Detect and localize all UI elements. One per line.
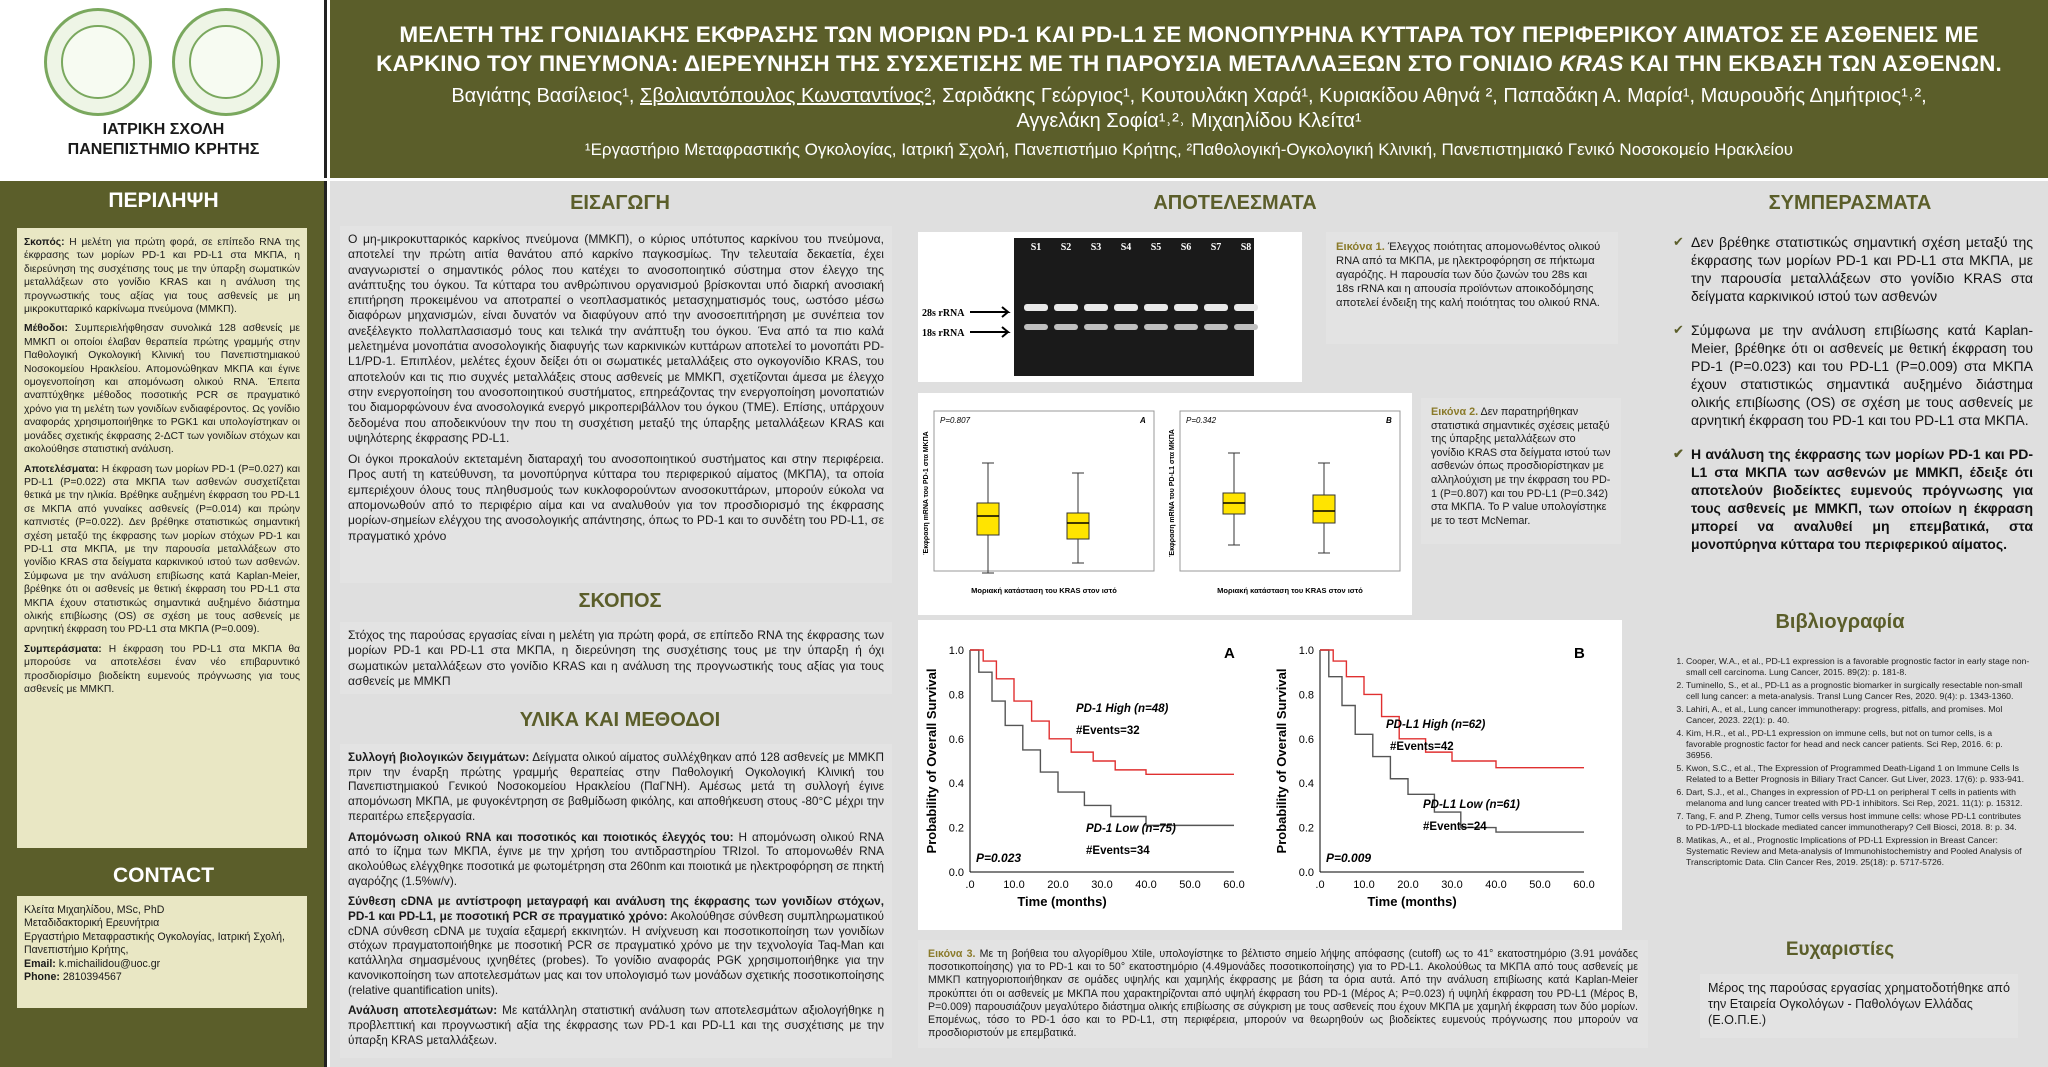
methods-paragraph: Συλλογή βιολογικών δειγμάτων: Δείγματα ολικού αίματος συλλέχθηκαν από 128 ασθενείς με ΜΜΚΠ πριν την έναρξη πρώτης γραμμής θεραπείας στην Παθολογική Ογκολογική Κλινική του Πανεπιστημιακού Γενικού Νοσοκομείου Ηρακλείου (ΠαΓΝΗ). Αμέσως μετά τη συλλογή έγινε απομόνωση ΜΚΠΑ, με φυγοκέντρηση σε βαθμίδωση φικόλης, και αποθήκευση στους -80°C μέχρι την περαιτέρω επεξεργασία. [348,750,884,823]
gel-image [918,232,1302,382]
conclusion-item: ✔ Σύμφωνα με την ανάλυση επιβίωσης κατά Kaplan-Meier, βρέθηκε ότι οι ασθενείς με θετική έκφραση του PD-1 (P=0.023) και του PD-L1 (P=0.009) στα ΜΚΠΑ έχουν στατιστικώς σημαντικά αυξημένο διάστημα ολικής επιβίωσης (OS) σε σχέση με τους ασθενείς με αρνητική έκφραση του PD-1 και του PD-L1 στα ΜΚΠΑ. [1673,321,2033,429]
km-x-tick: 60.0 [1223,879,1245,891]
figure-2-boxplots [918,393,1412,615]
km-x-tick: 40.0 [1135,879,1157,891]
band-28s [1144,304,1168,311]
poster-title: ΜΕΛΕΤΗ ΤΗΣ ΓΟΝΙΔΙΑΚΗΣ ΕΚΦΡΑΣΗΣ ΤΩΝ ΜΟΡΙΩΝ PD-1 ΚΑΙ PD-L1 ΣΕ ΜΟΝΟΠΥΡΗΝΑ ΚΥΤΤΑΡΑ ΤΟΥ ΠΕΡΙΦΕΡΙΚΟΥ ΑΙΜΑΤΟΣ ΣΕ ΑΣΘΕΝΕΙΣ ΜΕ ΚΑΡΚΙΝΟ ΤΟΥ ΠΝΕΥΜΟΝΑ: ΔΙΕΡΕΥΝΗΣΗ ΤΗΣ ΣΥΣΧΕΤΙΣΗΣ ΜΕ ΤΗ ΠΑΡΟΥΣΙΑ ΜΕΤΑΛΛΑΞΕΩΝ ΣΤΟ ΓΟΝΙΔΙΟ KRAS ΚΑΙ ΤΗΝ ΕΚΒΑΣΗ ΤΩΝ ΑΣΘΕΝΩΝ. [376,22,2002,76]
km-ylabel: Probability of Overall Survival [1274,668,1289,854]
boxplot-ylabel: Έκφραση mRNA του PD-L1 στα ΜΚΠΑ [1169,429,1176,557]
km-x-tick: 30.0 [1091,879,1113,891]
km-panel-id: A [1224,645,1235,662]
km-low-label: PD-1 Low (n=75) [1086,823,1176,835]
boxplot-p-value: P=0.342 [1186,416,1217,425]
km-panel-id: B [1574,645,1585,662]
boxplot-chart [918,393,1412,615]
km-y-tick: 0.2 [948,822,964,835]
figure-2-caption: Εικόνα 2. Δεν παρατηρήθηκαν στατιστικά σημαντικές σχέσεις μεταξύ της ύπαρξης μεταλλάξεων στο γονίδιο KRAS στα δείγματα ιστού των ασθενών όπως προσδιορίστηκαν με αλληλούχιση με την έκφραση του PD-1 (P=0.807) και του PD-L1 (P=0.342) στα ΜΚΠΑ. Το P value υπολογίστηκε με το τεστ McNemar. [1421,398,1621,544]
km-x-tick: 20.0 [1047,879,1069,891]
km-p-value: P=0.023 [976,851,1022,865]
intro-heading: ΕΙΣΑΓΩΓΗ [570,192,670,214]
aim-heading: ΣΚΟΠΟΣ [578,590,662,612]
thanks-heading: Ευχαριστίες [1785,939,1895,960]
lane-label: S3 [1090,242,1102,253]
school-line-2: ΠΑΝΕΠΙΣΤΗΜΙΟ ΚΡΗΤΗΣ [67,141,260,158]
contact-box [17,896,307,1008]
band-18s [1234,324,1258,330]
arrow-icon [970,307,1008,317]
abstract-paragraph: Σκοπός: Η μελέτη για πρώτη φορά, σε επίπεδο RNA της έκφρασης των μορίων PD-1 και PD-L1 στα ΜΚΠΑ, η διερεύνηση της συσχέτισης τους με την ύπαρξη σωματικών μεταλλάξεων στο γονίδιο KRAS και η ανάλυση της προγνωστικής τους αξίας για τους ασθενείς με μη μικροκυτταρικό καρκίνωμα πνεύμονα (ΜΜΚΠ). [24,237,300,316]
medical-school-seal-logo [172,8,280,116]
km-x-tick: 30.0 [1441,879,1463,891]
presenting-author: Σβολιαντόπουλος Κωνσταντίνος² [640,85,931,107]
lane-label: S6 [1180,242,1192,253]
lane-label: S2 [1060,242,1072,253]
title-kras: KRAS [1559,51,1624,76]
methods-paragraph: Σύνθεση cDNA με αντίστροφη μεταγραφή και ανάλυση της έκφρασης των γονιδίων στόχων, PD-1 και PD-L1, με ποσοτική PCR σε πραγματικό χρόνο: Ακολούθησε σύνθεση συμπληρωματικού cDNA σύνθεση cDNA με τυχαία εξαμερή εκκινητών. Η ανίχνευση και ποσοτικοποίηση των γονιδίων στόχων πραγματοποιήθηκε με ποσοτική PCR σε πραγματικό χρόνο με την τεχνολογία Taq-Man και κατάλληλα σημασμένους ιχνηθέτες (probes). Το γονίδιο αναφοράς PGK χρησιμοποιήθηκε για την κανονικοποίηση των αποτελεσμάτων μας και τον υπολογισμό των μονάδων σχετικής ποσοτικοποίησης (relative quantification units). [348,894,884,997]
band-18s [1114,324,1138,330]
band-28s [1234,304,1258,311]
intro-paragraph-1: Ο μη-μικροκυτταρικός καρκίνος πνεύμονα (ΜΜΚΠ), ο κύριος υπότυπος καρκίνου του πνεύμονα, αποτελεί την πρώτη αιτία θανάτου από καρκίνο παγκοσμίως. Την τελευταία δεκαετία, έχει αναγνωριστεί ο σημαντικός ρόλος που κατέχει το ανοσοποιητικό σύστημα στον έλεγχο της ανάπτυξης του όγκου. Τα κύτταρα του ανθρώπινου οργανισμού βρίσκονται υπό διαρκή ανοσιακή επιτήρηση προκειμένου να αποτραπεί ο νεοπλασματικός μετασχηματισμός τους, ωστόσο μέσω διαφόρων μηχανισμών, είναι δυνατόν να διαφύγουν από την ανοσοεπιτήρηση με συνέπεια τον ανεξέλεγκτο πολλαπλασιασμό τους και τελικά την ανάπτυξη του όγκου. Ένα από τα πιο καλά μελετημένα μονοπάτια ανοσολογικής διαφυγής των καρκινικών κυττάρων αποτελεί το μονοπάτι PD-L1/PD-1. Επιπλέον, μελέτες έχουν δείξει ότι οι σωματικές μεταλλάξεις στο ογκογονίδιο KRAS, του αποτελούν και τις πιο συχνές μεταλλάξεις στους ασθενείς με ΜΜΚΠ, σχετίζονται άμεσα με έλεγχο στην ενεργοποίηση του ανοσοποιητικού συστήματος, επηρεάζοντας την ενεργοποίηση μονοπατιών του διαμορφώνουν ένα ανοσολογικά ενεργό μικροπεριβάλλον του όγκου (TME). Επίσης, υπάρχουν δεδομένα που αποδεικνύουν την που τη συσχέτιση μεταξύ της ύπαρξης μεταλλάξεων KRAS και υψηλότερης έκφρασης PD-L1. [348,232,884,445]
lane-label: S1 [1030,242,1042,253]
boxplot-box [977,503,999,535]
boxplot-ylabel: Έκφραση mRNA του PD-1 στα ΜΚΠΑ [923,431,930,555]
km-ylabel: Probability of Overall Survival [924,668,939,854]
intro-box [340,226,892,583]
abstract-heading: ΠΕΡΙΛΗΨΗ [108,189,219,212]
contact-heading: CONTACT [112,864,215,887]
lane-label: S8 [1240,242,1252,253]
km-x-tick: .0 [965,879,975,891]
methods-heading: ΥΛΙΚΑ ΚΑΙ ΜΕΘΟΔΟΙ [519,709,721,731]
km-high-events: #Events=42 [1390,741,1454,753]
km-low-events: #Events=24 [1423,821,1487,833]
thanks-box: Μέρος της παρούσας εργασίας χρηματοδοτήθηκε από την Εταιρεία Ογκολόγων - Παθολόγων Ελλάδας (Ε.Ο.Π.Ε.) [1700,974,2018,1038]
reference-item: 2. Tuminello, S., et al., PD-L1 as a prognostic biomarker in surgically resectable non-small cell lung cancer: a meta-analysis. Transl Lung Cancer Res, 2020. 9(4): p. 1343-1360. [1686,680,2030,702]
conclusion-item: ✔ Δεν βρέθηκε στατιστικώς σημαντική σχέση μεταξύ της έκφρασης των μορίων PD-1 και PD-L1 στα ΜΚΠΑ, με την παρουσία μεταλλάξεων στο γονίδιο KRAS στα δείγματα καρκινικού ιστού των ασθενών [1673,233,2033,305]
reference-item: 3. Lahiri, A., et al., Lung cancer immunotherapy: progress, pitfalls, and promises. Mol Cancer, 2023. 22(1): p. 40. [1686,704,2030,726]
band-28s [1084,304,1108,311]
aim-box: Στόχος της παρούσας εργασίας είναι η μελέτη για πρώτη φορά, σε επίπεδο RNA της έκφρασης των μορίων PD-1 και PD-L1 στα ΜΚΠΑ, η διερεύνηση της συσχέτισης τους με την ύπαρξη ή όχι σωματικών μεταλλάξεων στο γονίδιο KRAS και η ανάλυση της προγνωστικής τους αξίας για τους ασθενείς με ΜΜΚΠ [340,622,892,694]
school-name [0,120,327,160]
reference-item: 8. Matikas, A., et al., Prognostic Implications of PD-L1 Expression in Breast Cancer: Systematic Review and Meta-analysis of Immunohistochemistry and Pooled Analysis of Transcriptomic Data. Clin Cancer Res, 2019. 25(18): p. 5717-5726. [1686,835,2030,868]
boxplot-frame [1180,411,1400,571]
km-y-tick: 0.8 [1298,689,1314,702]
methods-paragraph: Απομόνωση ολικού RNA και ποσοτικός και ποιοτικός έλεγχός του: Η απομόνωση ολικού RNA από το ίζημα των ΜΚΠΑ, έγινε με την χρήση του αντιδραστηρίου TRIzol. Το απομονωθέν RNA ακολούθως ελέγχθηκε ποσοτικά με φωτομέτρηση στα 260nm και ποιοτικά με ηλεκτροφόρηση σε πηκτή αγαρόζης (1.5%w/v). [348,829,884,888]
km-y-tick: 0.2 [1298,822,1314,835]
band-28s [1204,304,1228,311]
band-28s [1114,304,1138,311]
km-xlabel: Time (months) [1367,894,1457,909]
reference-item: 7. Tang, F. and P. Zheng, Tumor cells versus host immune cells: whose PD-L1 contributes to PD-1/PD-L1 blockade mediated cancer immunotherapy? Cell Biosci, 2018. 8: p. 34. [1686,811,2030,833]
boxplot-xlabel: Μοριακή κατάσταση του KRAS στον ιστό [971,586,1117,595]
reference-item: 6. Dart, S.J., et al., Changes in expression of PD-L1 on peripheral T cells in patients with melanoma and lung cancer treated with PD-1 inhibitors. Sci Rep, 2021. 11(1): p. 15312. [1686,787,2030,809]
contact-lab: Εργαστήριο Μεταφραστικής Ογκολογίας, Ιατρική Σχολή, Πανεπιστήμιο Κρήτης, [24,930,285,957]
band-18s [1174,324,1198,330]
km-high-label: PD-L1 High (n=62) [1386,719,1486,731]
km-low-events: #Events=34 [1086,845,1150,857]
methods-box [340,744,892,1058]
poster-header [330,0,2048,178]
figure-1-gel [918,232,1302,382]
band-18s [1204,324,1228,330]
band-18s [1144,324,1168,330]
band-28s [1024,304,1048,311]
km-xlabel: Time (months) [1017,894,1107,909]
boxplot-box [1313,495,1335,523]
km-x-tick: .0 [1315,879,1325,891]
km-low-label: PD-L1 Low (n=61) [1423,799,1520,811]
band-18s-label: 18s rRNA [922,328,965,339]
results-heading: ΑΠΟΤΕΛΕΣΜΑΤΑ [1153,192,1317,214]
boxplot-frame [934,411,1154,571]
km-y-tick: 0.6 [1298,733,1314,746]
author-list: Βαγιάτης Βασίλειος¹, Σβολιαντόπουλος Κωνσταντίνος², Σαριδάκης Γεώργιος¹, Κουτουλάκη Χαρά¹, Κυριακίδου Αθηνά ², Παπαδάκη Α. Μαρία¹, Μαυρουδής Δημήτριος¹˒², Αγγελάκη Σοφία¹˒²˒ Μιχαηλίδου Κλεíτα¹ [451,85,1927,132]
km-high-label: PD-1 High (n=48) [1076,703,1169,715]
km-x-tick: 60.0 [1573,879,1595,891]
km-chart [918,620,1622,930]
school-line-1: ΙΑΤΡΙΚΗ ΣΧΟΛΗ [102,121,225,138]
lane-label: S5 [1150,242,1162,253]
band-18s [1024,324,1048,330]
km-x-tick: 10.0 [1353,879,1375,891]
boxplot-panel-id: B [1386,416,1392,425]
contact-email[interactable]: Email: k.michailidou@uoc.gr [24,957,161,970]
figure-3-survival [918,620,1622,930]
boxplot-box [1067,513,1089,539]
lane-label: S7 [1210,242,1222,253]
km-x-tick: 50.0 [1179,879,1201,891]
km-x-tick: 10.0 [1003,879,1025,891]
references-list [1672,656,2030,870]
km-x-tick: 40.0 [1485,879,1507,891]
abstract-paragraph: Μέθοδοι: Συμπεριελήφθησαν συνολικά 128 ασθενείς με ΜΜΚΠ οι οποίοι έλαβαν θεραπεία πρώτης γραμμής στην Παθολογική Ογκολογική Κλινική του Πανεπιστημιακού Νοσοκομείου Ηρακλείου. Απομονώθηκαν ΜΚΠΑ και έγινε ομογενοποίηση και απομόνωση ολικού RNA. Έπειτα αναπτύχθηκε μέθοδος ποσοτικής PCR σε πραγματικό χρόνο για τη μελέτη των γονιδίων ενδιαφέροντος. Ως γονίδιο αναφοράς χρησιμοποιήθηκε το PGK1 και υπολογίστηκαν οι μονάδες σχετικής έκφρασης 2-ΔCT των γονιδίων στόχων και ακολούθησε στατιστική ανάλυση. [24,323,300,456]
band-28s [1174,304,1198,311]
boxplot-panel-id: A [1140,416,1146,425]
band-18s [1054,324,1078,330]
boxplot-xlabel: Μοριακή κατάσταση του KRAS στον ιστό [1217,586,1363,595]
km-p-value: P=0.009 [1326,851,1372,865]
contact-role: Μεταδιδακτορική Ερευνήτρια [24,917,160,930]
km-y-tick: 0.0 [948,867,964,879]
intro-paragraph-2: Οι όγκοι προκαλούν εκτεταμένη διαταραχή του ανοσοποιητικού συστήματος και στην περιφέρεια. Προς αυτή τη κατεύθυνση, τα μονοπύρηνα κύτταρα του περιφερικού αίματος (ΜΚΠΑ), τα οποία εμπεριέχουν όλους τους πληθυσμούς των κυκλοφορούντων ανοσοκυττάρων, μπορούν εύκολα να απομονωθούν από το περιφέριο αίμα και να αναλυθούν για τον προσδιορισμό της έκφρασης μορίων-σημείων ελέγχου της ανοσολογικής απάντησης, όπως το PD-1 και το συνδέτη του PD-L1, σε πραγματικό χρόνο [348,452,884,543]
reference-item: 1. Cooper, W.A., et al., PD-L1 expression is a favorable prognostic factor in early stage non-small cell carcinoma. Lung Cancer, 2015. 89(2): p. 181-8. [1686,656,2030,678]
lane-label: S4 [1120,242,1132,253]
band-18s [1084,324,1108,330]
reference-item: 4. Kim, H.R., et al., PD-L1 expression on immune cells, but not on tumor cells, is a favorable prognostic factor for head and neck cancer patients. Sci Rep, 2016. 6: p. 36956. [1686,728,2030,761]
figure-1-caption: Εικόνα 1. Έλεγχος ποιότητας απομονωθέντος ολικού RNA από τα ΜΚΠΑ, με ηλεκτροφόρηση σε πήκτωμα αγαρόζης. Η παρουσία των δύο ζωνών του 28s και 18s rRNA και η απουσία προϊόντων αποικοδόμησης αποτελεί ένδειξη της καλή ποιότητας του ολικού RNA. [1326,232,1618,344]
km-y-tick: 0.6 [948,733,964,746]
bibliography-heading: Βιβλιογραφία [1775,611,1905,633]
conclusions-list [1673,233,2033,569]
abstract-paragraph: Συμπεράσματα: Η έκφραση του PD-L1 στα ΜΚΠΑ θα μπορούσε να αποτελέσει έναν νέο επιβαρυντικό προσδιορίσιμο βιοδείκτη ευμενούς πρόγνωσης για τους ασθενείς με ΜΜΚΠ. [24,643,300,695]
arrow-icon [970,327,1008,337]
km-low-curve [970,650,1234,825]
band-28s-label: 28s rRNA [922,308,965,319]
km-y-tick: 0.0 [1298,867,1314,879]
contact-phone: Phone: 2810394567 [24,971,122,984]
km-y-tick: 0.8 [948,689,964,702]
contact-name: Κλεíτα Μιχαηλίδου, MSc, PhD [24,904,165,916]
km-x-tick: 20.0 [1397,879,1419,891]
km-y-tick: 0.4 [1298,778,1314,791]
affiliations: ¹Εργαστήριο Μεταφραστικής Ογκολογίας, Ιατρική Σχολή, Πανεπιστήμιο Κρήτης, ²Παθολογική-Ογκολογική Κλινική, Πανεπιστημιακό Γενικό Νοσοκομείο Ηρακλείου [584,140,1794,159]
figure-3-caption: Εικόνα 3. Με τη βοήθεια του αλγορίθμου Xtile, υπολογίστηκε το βέλτιστο σημείο λήψης απόφασης (cutoff) ως το 41° εκατοστημόριο (3.91 μονάδες ποσοτικοποίησης) για το PD-1 και το 50° εκατοστημόριο (4.49μονάδες ποσοτικοποίησης) για το PD-L1. Ακολούθως τα ΜΚΠΑ από τους ασθενείς με ΜΜΚΠ κατηγοριοποιήθηκαν σε ομάδες υψηλής και χαμηλής έκφρασης με βάση τα όρια αυτά. Από την ανάλυση επιβίωσης κατά Kaplan-Meier προκύπτει ότι οι ασθενείς με ΜΚΠΑ που χαρακτηρίζονται από υψηλή έκφραση του PD-1 (Μέρος Α; P=0.023) ή υψηλή έκφραση του PD-L1 (Μέρος Β, P=0.009) παρουσιάζουν μεγαλύτερο διάστημα ολικής επιβίωσης σε σύγκριση με τους ασθενείς που έχουν ΜΚΠΑ με χαμηλή έκφραση των δύο μορίων. Επομένως, τόσο το PD-1 όσο και το PD-L1, στη περιφέρεια, μπορούν να θεωρηθούν ως βιοδείκτες ευμενούς πρόγνωσης που μπορούν να προσδιοριστούν με επεμβατικά. [918,940,1648,1048]
km-x-tick: 50.0 [1529,879,1551,891]
conclusion-item: ✔ Η ανάλυση της έκφρασης των μορίων PD-1 και PD-L1 στα ΜΚΠΑ των ασθενών με ΜΜΚΠ, έδειξε ότι αποτελούν βιοδείκτες ευμενούς πρόγνωσης για τους ασθενείς με ΜΜΚΠ, των οποίων η έκφραση μπορεί να αναλυθεί μη επεμβατικά, στα μονοπύρηνα κύτταρα του περιφερικού αίματος. [1673,445,2033,553]
methods-paragraph: Ανάλυση αποτελεσμάτων: Με κατάλληλη στατιστική ανάλυση των αποτελεσμάτων αξιολογήθηκε η προβλεπτική και προγνωστική αξία της έκφρασης των PD-1 και PD-L1 και της συσχέτισης με την ύπαρξη KRAS μεταλλάξεων. [348,1003,885,1047]
band-28s [1054,304,1078,311]
km-y-tick: 1.0 [948,645,964,657]
km-y-tick: 0.4 [948,778,964,791]
abstract-box [17,228,307,848]
reference-item: 5. Kwon, S.C., et al., The Expression of Programmed Death-Ligand 1 on Immune Cells Is Related to a Better Prognosis in Biliary Tract Cancer. Gut Liver, 2023. 17(6): p. 933-941. [1686,763,2030,785]
conclusions-heading: ΣΥΜΠΕΡΑΣΜΑΤΑ [1768,192,1932,214]
km-y-tick: 1.0 [1298,645,1314,657]
abstract-paragraph: Αποτελέσματα: Η έκφραση των μορίων PD-1 (P=0.027) και PD-L1 (P=0.022) στα ΜΚΠΑ των ασθενών συσχετίζεται θετικά με την ηλικία. Βρέθηκε αυξημένη έκφραση του PD-L1 σε ΜΚΠΑ από γυναίκες ασθενείς (P=0.014) και πρώην καπνιστές (P=0.022). Δεν βρέθηκε στατιστικώς σημαντική σχέση μεταξύ της έκφρασης των μορίων στόχων PD-1 και PD-L1 στα ΜΚΠΑ, με την παρουσία μεταλλάξεων στο γονίδιο KRAS στα δείγματα καρκινικού ιστού των ασθενών. Σύμφωνα με την ανάλυση επιβίωσης κατά Kaplan-Meier, βρέθηκε ότι οι ασθενείς με θετική έκφραση του PD-L1 στα ΜΚΠΑ έχουν στατιστικώς σημαντικά αυξημένο διάστημα ολικής επιβίωσης (OS) σε σχέση με τους ασθενείς με αρνητική έκφραση του PD-L1 στα ΜΚΠΑ (P=0.009). [24,463,300,636]
boxplot-p-value: P=0.807 [940,416,971,425]
km-high-events: #Events=32 [1076,725,1140,737]
university-seal-logo [44,8,152,116]
